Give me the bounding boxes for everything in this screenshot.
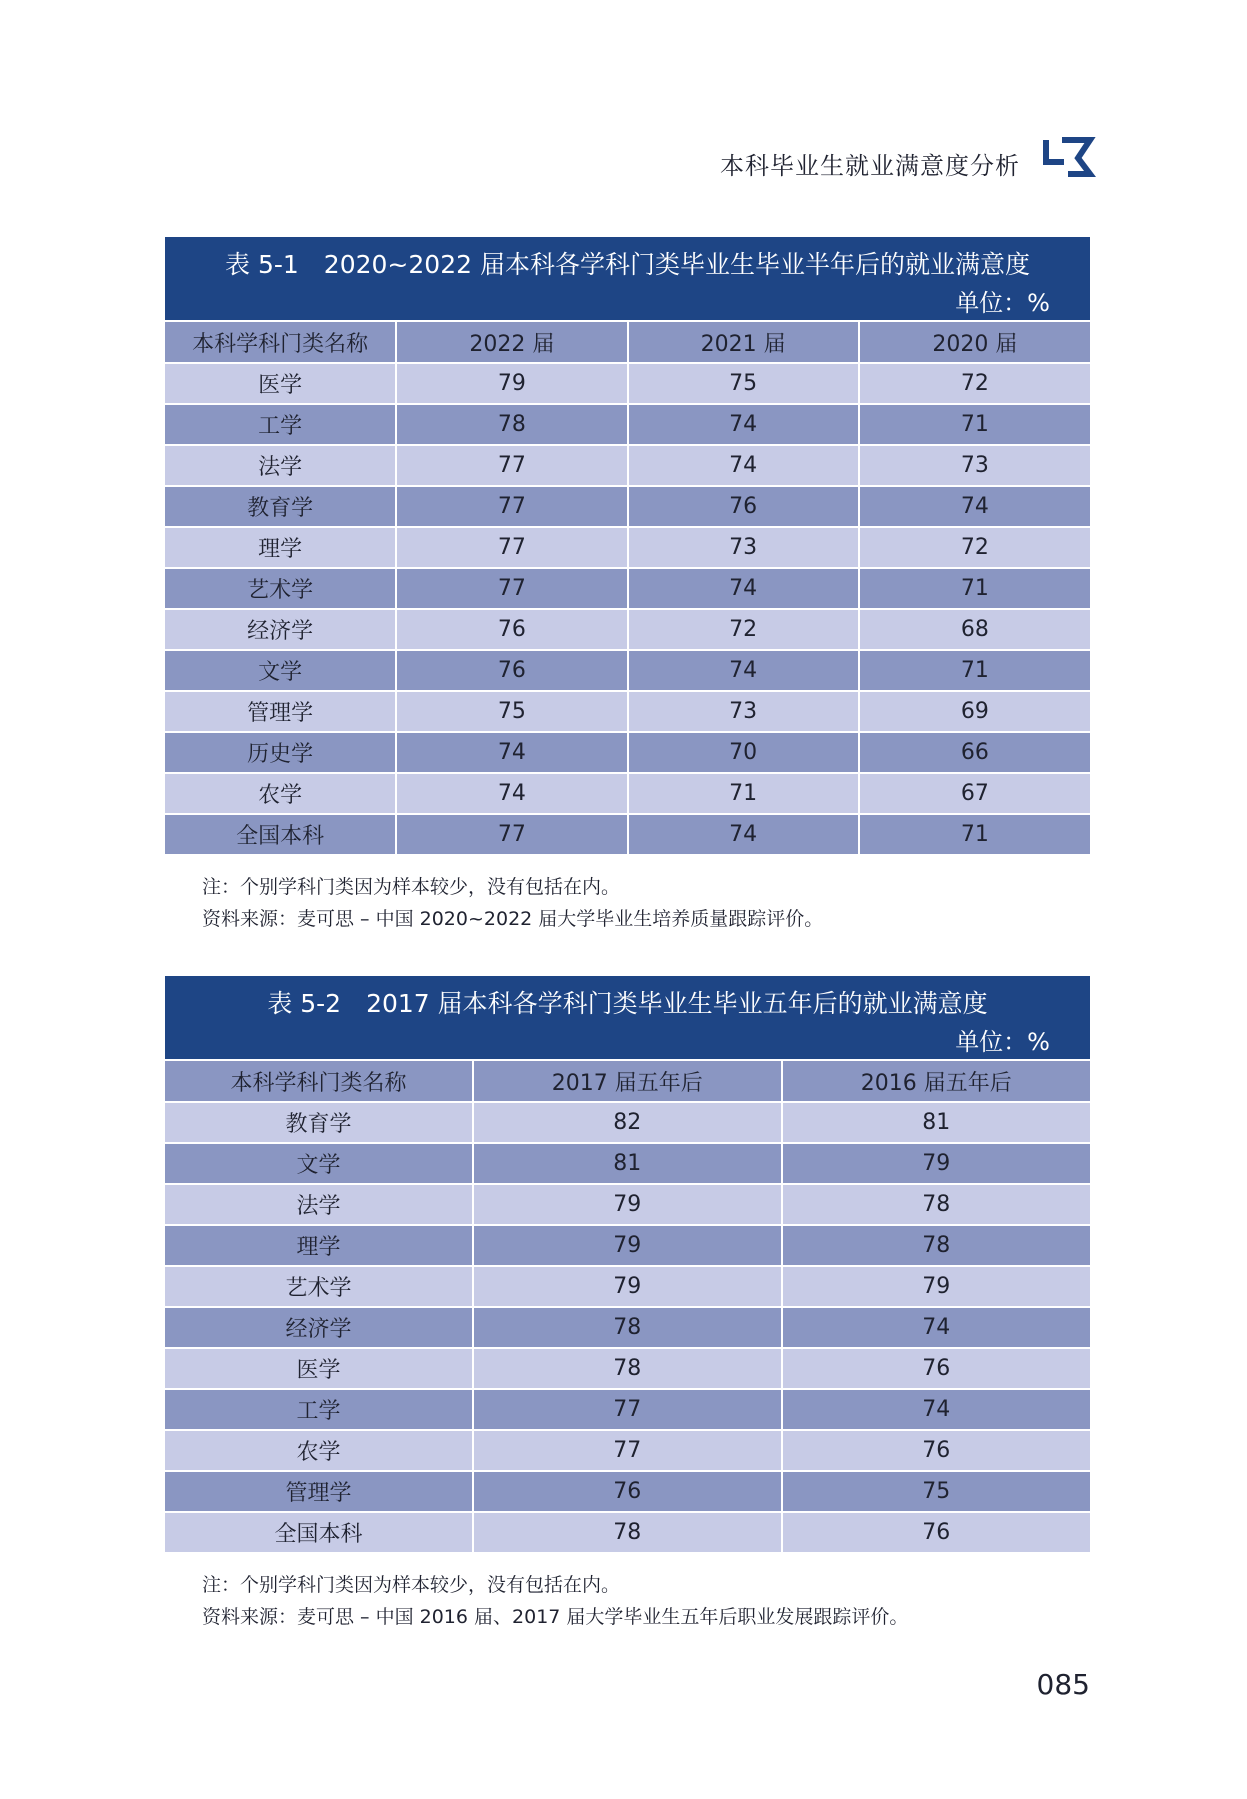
value-cell: 79 bbox=[782, 1143, 1091, 1184]
value-cell: 74 bbox=[396, 773, 627, 814]
value-cell: 82 bbox=[473, 1102, 781, 1143]
table-row bbox=[165, 1430, 1090, 1471]
value-cell: 74 bbox=[628, 404, 859, 445]
value-cell: 78 bbox=[782, 1225, 1091, 1266]
value-cell: 74 bbox=[628, 650, 859, 691]
table-5-2-notes bbox=[202, 1569, 908, 1633]
running-header: 本科毕业生就业满意度分析 bbox=[720, 152, 1020, 180]
value-cell: 73 bbox=[859, 445, 1090, 486]
table-5-1-notes bbox=[202, 871, 823, 935]
table-row bbox=[165, 1389, 1090, 1430]
discipline-cell: 医学 bbox=[165, 363, 396, 404]
value-cell: 71 bbox=[859, 568, 1090, 609]
table-5-2-note: 注：个别学科门类因为样本较少，没有包括在内。 bbox=[202, 1574, 621, 1596]
value-cell: 77 bbox=[396, 445, 627, 486]
table-row bbox=[165, 1348, 1090, 1389]
value-cell: 68 bbox=[859, 609, 1090, 650]
table-row bbox=[165, 1471, 1090, 1512]
table-row bbox=[165, 773, 1090, 814]
table-row bbox=[165, 568, 1090, 609]
table-row bbox=[165, 609, 1090, 650]
value-cell: 76 bbox=[396, 609, 627, 650]
table-5-1-title: 表 5-1 2020~2022 届本科各学科门类毕业生毕业半年后的就业满意度 bbox=[225, 250, 1030, 279]
table-row bbox=[165, 814, 1090, 855]
table-5-2-unit: 单位：% bbox=[955, 1028, 1050, 1056]
table-header-row bbox=[165, 322, 1090, 363]
value-cell: 81 bbox=[782, 1102, 1091, 1143]
table-row bbox=[165, 527, 1090, 568]
column-header: 2020 届 bbox=[859, 322, 1090, 363]
table-row bbox=[165, 1102, 1090, 1143]
table-5-1-note: 注：个别学科门类因为样本较少，没有包括在内。 bbox=[202, 876, 621, 898]
discipline-cell: 教育学 bbox=[165, 486, 396, 527]
value-cell: 73 bbox=[628, 691, 859, 732]
page-number: 085 bbox=[1036, 1668, 1090, 1701]
table-header-row bbox=[165, 1061, 1090, 1102]
discipline-cell: 法学 bbox=[165, 1184, 473, 1225]
value-cell: 71 bbox=[859, 814, 1090, 855]
table-row bbox=[165, 1307, 1090, 1348]
discipline-cell: 经济学 bbox=[165, 1307, 473, 1348]
chapter-corner-icon bbox=[1040, 134, 1096, 180]
value-cell: 75 bbox=[782, 1471, 1091, 1512]
discipline-cell: 艺术学 bbox=[165, 1266, 473, 1307]
value-cell: 78 bbox=[473, 1307, 781, 1348]
discipline-cell: 理学 bbox=[165, 527, 396, 568]
table-5-1-unit: 单位：% bbox=[955, 289, 1050, 317]
discipline-cell: 工学 bbox=[165, 1389, 473, 1430]
value-cell: 78 bbox=[473, 1512, 781, 1553]
discipline-cell: 医学 bbox=[165, 1348, 473, 1389]
column-header: 本科学科门类名称 bbox=[165, 322, 396, 363]
value-cell: 71 bbox=[859, 650, 1090, 691]
value-cell: 74 bbox=[628, 814, 859, 855]
table-row bbox=[165, 1143, 1090, 1184]
value-cell: 77 bbox=[396, 814, 627, 855]
value-cell: 78 bbox=[396, 404, 627, 445]
column-header: 2016 届五年后 bbox=[782, 1061, 1091, 1102]
discipline-cell: 全国本科 bbox=[165, 1512, 473, 1553]
table-row bbox=[165, 691, 1090, 732]
discipline-cell: 农学 bbox=[165, 773, 396, 814]
column-header: 2021 届 bbox=[628, 322, 859, 363]
value-cell: 75 bbox=[396, 691, 627, 732]
table-5-1-title-band bbox=[165, 237, 1090, 322]
table-row bbox=[165, 1225, 1090, 1266]
value-cell: 77 bbox=[473, 1430, 781, 1471]
value-cell: 76 bbox=[782, 1430, 1091, 1471]
table-row bbox=[165, 732, 1090, 773]
column-header: 2017 届五年后 bbox=[473, 1061, 781, 1102]
discipline-cell: 文学 bbox=[165, 650, 396, 691]
discipline-cell: 理学 bbox=[165, 1225, 473, 1266]
value-cell: 74 bbox=[782, 1307, 1091, 1348]
discipline-cell: 农学 bbox=[165, 1430, 473, 1471]
value-cell: 77 bbox=[396, 486, 627, 527]
table-5-2-source: 资料来源：麦可思 – 中国 2016 届、2017 届大学毕业生五年后职业发展跟踪评价。 bbox=[202, 1606, 909, 1628]
value-cell: 77 bbox=[473, 1389, 781, 1430]
value-cell: 81 bbox=[473, 1143, 781, 1184]
discipline-cell: 经济学 bbox=[165, 609, 396, 650]
value-cell: 71 bbox=[859, 404, 1090, 445]
table-5-1 bbox=[165, 237, 1090, 856]
table-row bbox=[165, 363, 1090, 404]
value-cell: 74 bbox=[628, 568, 859, 609]
value-cell: 74 bbox=[628, 445, 859, 486]
value-cell: 72 bbox=[859, 363, 1090, 404]
table-row bbox=[165, 1266, 1090, 1307]
value-cell: 67 bbox=[859, 773, 1090, 814]
discipline-cell: 艺术学 bbox=[165, 568, 396, 609]
table-row bbox=[165, 404, 1090, 445]
value-cell: 73 bbox=[628, 527, 859, 568]
value-cell: 76 bbox=[782, 1512, 1091, 1553]
discipline-cell: 工学 bbox=[165, 404, 396, 445]
value-cell: 72 bbox=[628, 609, 859, 650]
table-5-1-source: 资料来源：麦可思 – 中国 2020~2022 届大学毕业生培养质量跟踪评价。 bbox=[202, 908, 824, 930]
value-cell: 79 bbox=[473, 1225, 781, 1266]
value-cell: 78 bbox=[782, 1184, 1091, 1225]
discipline-cell: 管理学 bbox=[165, 691, 396, 732]
table-5-2-title-band bbox=[165, 976, 1090, 1061]
table-row bbox=[165, 486, 1090, 527]
value-cell: 79 bbox=[473, 1266, 781, 1307]
value-cell: 77 bbox=[396, 568, 627, 609]
table-5-1-grid bbox=[165, 322, 1090, 856]
column-header: 2022 届 bbox=[396, 322, 627, 363]
discipline-cell: 全国本科 bbox=[165, 814, 396, 855]
discipline-cell: 管理学 bbox=[165, 1471, 473, 1512]
value-cell: 70 bbox=[628, 732, 859, 773]
table-5-2-title: 表 5-2 2017 届本科各学科门类毕业生毕业五年后的就业满意度 bbox=[267, 989, 988, 1018]
value-cell: 76 bbox=[782, 1348, 1091, 1389]
discipline-cell: 教育学 bbox=[165, 1102, 473, 1143]
value-cell: 72 bbox=[859, 527, 1090, 568]
value-cell: 74 bbox=[396, 732, 627, 773]
value-cell: 78 bbox=[473, 1348, 781, 1389]
table-5-2 bbox=[165, 976, 1090, 1554]
value-cell: 71 bbox=[628, 773, 859, 814]
value-cell: 74 bbox=[859, 486, 1090, 527]
value-cell: 76 bbox=[628, 486, 859, 527]
value-cell: 74 bbox=[782, 1389, 1091, 1430]
value-cell: 75 bbox=[628, 363, 859, 404]
discipline-cell: 文学 bbox=[165, 1143, 473, 1184]
discipline-cell: 历史学 bbox=[165, 732, 396, 773]
discipline-cell: 法学 bbox=[165, 445, 396, 486]
value-cell: 76 bbox=[473, 1471, 781, 1512]
column-header: 本科学科门类名称 bbox=[165, 1061, 473, 1102]
value-cell: 76 bbox=[396, 650, 627, 691]
value-cell: 79 bbox=[396, 363, 627, 404]
value-cell: 66 bbox=[859, 732, 1090, 773]
table-5-2-grid bbox=[165, 1061, 1090, 1554]
value-cell: 79 bbox=[782, 1266, 1091, 1307]
table-row bbox=[165, 1184, 1090, 1225]
table-row bbox=[165, 445, 1090, 486]
table-row bbox=[165, 650, 1090, 691]
table-row bbox=[165, 1512, 1090, 1553]
value-cell: 77 bbox=[396, 527, 627, 568]
value-cell: 69 bbox=[859, 691, 1090, 732]
value-cell: 79 bbox=[473, 1184, 781, 1225]
